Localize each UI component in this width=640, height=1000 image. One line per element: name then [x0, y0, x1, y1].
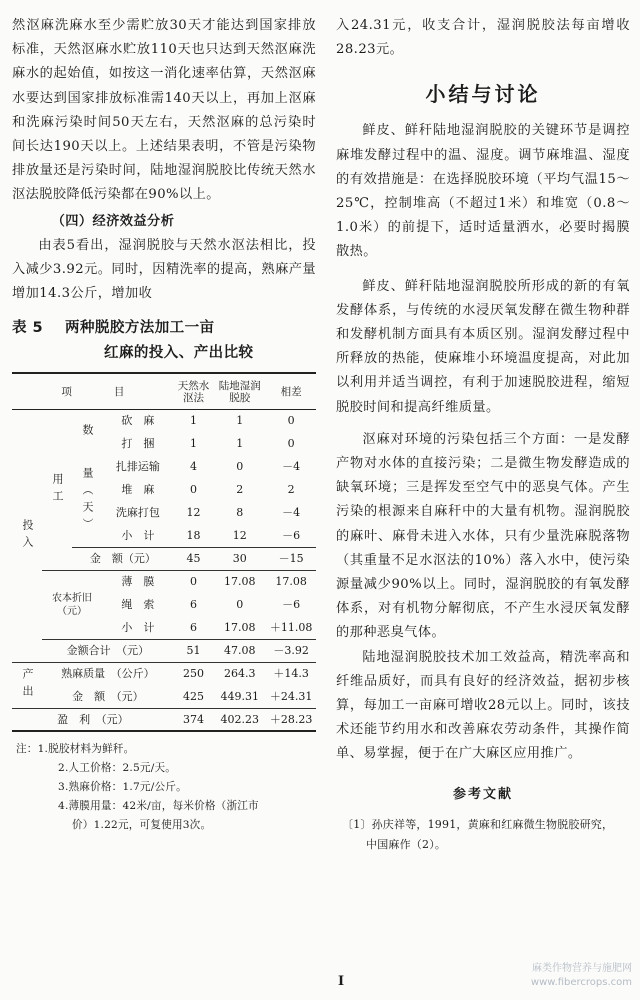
table-note: 4.薄膜用量：42米/亩，每米价格（浙江市 [58, 800, 259, 813]
group-output: 产出 [12, 662, 42, 708]
header-land-retting: 陆地湿润脱胶 [213, 373, 266, 409]
group-days: 数 [81, 424, 94, 442]
table-row: 堆 麻 0 2 2 [121, 482, 295, 496]
references-title: 参考文献 [452, 786, 513, 802]
table5-label: 表 5 [12, 320, 43, 337]
table-note: 3.熟麻价格：1.7元/公斤。 [58, 781, 187, 794]
header-natural-retting: 天然水沤法 [174, 373, 214, 409]
table5-caption [12, 316, 316, 366]
paragraph-summary-4: 陆地湿润脱胶技术加工效益高，精洗率高和纤维品质好，而具有良好的经济效益，据初步核算，每加工一亩麻可增收28元以上。同时，该技术还能节约用水和改善麻农劳动条件，其操作简单、易掌握，便于在广大麻区应用推广。 [336, 649, 630, 762]
paragraph-economic-analysis: 由表5看出，湿润脱胶与天然水沤法相比，投入减少3.92元。同时，因精洗率的提高，熟麻产量增加14.3公斤，增加收 [12, 237, 316, 302]
table-row: 小 计 18 12 －6 [121, 528, 301, 542]
table-row: 盈 利 （元） 374 402.23 ＋28.23 [12, 708, 316, 731]
header-difference: 相差 [266, 373, 316, 409]
group-days-unit: 量（天） [81, 467, 94, 536]
right-column [336, 14, 630, 855]
table-row: 量（天） 扎排运输 4 0 －4 [12, 455, 316, 478]
group-depreciation: 农本折旧（元） [42, 570, 102, 639]
table5-title-line2: 红麻的投入、产出比较 [104, 345, 254, 362]
edge-mark: I [338, 974, 345, 989]
table5-notes [12, 740, 316, 835]
table-row: 洗麻打包 12 8 －4 [115, 505, 301, 519]
table-header-row [12, 373, 316, 409]
reference-item-continued: 中国麻作（2）。 [366, 837, 447, 851]
paragraph-summary-1: 鲜皮、鲜秆陆地湿润脱胶的关键环节是调控麻堆发酵过程中的温、湿度。调节麻堆温、湿度的有效措施是：在选择脱胶环境（平均气温15～25℃，控制堆高（不超过1米）和堆宽（0.8～1.0米）的前提下，适时适量洒水，必要时揭膜散热。 [336, 123, 630, 260]
header-item: 项 目 [12, 373, 174, 409]
reference-item: 〔1〕孙庆祥等，1991，黄麻和红麻微生物脱胶研究， [342, 817, 614, 831]
left-column [12, 14, 316, 835]
table5-title-line1: 两种脱胶方法加工一亩 [65, 320, 215, 337]
paragraph-summary-3: 沤麻对环境的污染包括三个方面：一是发酵产物对水体的直接污染；二是微生物发酵造成的缺氧环境；三是挥发至空气中的恶臭气体。产生污染的根源来自麻秆中的大量有机物。湿润脱胶的麻叶、麻骨未进入水体，只有少量洗麻脱落物（其重量不足水沤法的10%）落入水中，使污染源量减少90%以上。同时，湿润脱胶的有氧发酵体系，对有机物分解彻底，不产生水浸厌氧发酵的那种恶臭气体。 [336, 431, 630, 641]
table-row: 金额合计 （元） 51 47.08 －3.92 [12, 639, 316, 662]
group-labor: 用工 [51, 472, 64, 507]
site-watermark: 麻类作物营养与施肥网 www.fibercrops.com [530, 963, 632, 988]
table-row: 农本折旧（元） 薄 膜 0 17.08 17.08 [12, 570, 316, 593]
table5-caption-line1 [12, 316, 316, 341]
table-note: 注：1.脱胶材料为鲜秆。 [16, 743, 135, 756]
table-note: 2.人工价格：2.5元/天。 [58, 762, 177, 775]
table-note: 价）1.22元，可复使用3次。 [72, 819, 212, 832]
paragraph-pollution-continued: 然沤麻洗麻水至少需贮放30天才能达到国家排放标准，天然沤麻水贮放110天也只达到天然沤麻洗麻水的起始值，如按这一消化速率估算，天然沤麻水要达到国家排放标准需140天以上，再加上沤麻和洗麻污染时间50天左右，天然沤麻的总污染时间长达190天以上。上述结果表明，不管是污染物排放量还是污染时间，陆地湿润脱胶比传统天然水沤法脱胶降低污染都在90%以上。 [12, 18, 316, 203]
table-row: 金 额（元） 45 30 －15 [12, 547, 316, 570]
paragraph-income-continued: 入24.31元，收支合计，湿润脱胶法每亩增收28.23元。 [336, 18, 630, 58]
section-title-summary: 小结与讨论 [425, 82, 541, 107]
table-row: 小 计 6 17.08 ＋11.08 [121, 620, 313, 634]
table5 [12, 372, 316, 732]
table-row: 打 捆 1 1 0 [121, 436, 295, 450]
table-row: 产出 熟麻质量 （公斤） 250 264.3 ＋14.3 [12, 662, 316, 685]
table-row: 绳 索 6 0 －6 [121, 597, 301, 611]
paragraph-summary-2: 鲜皮、鲜秆陆地湿润脱胶所形成的新的有氧发酵体系，与传统的水浸厌氧发酵在微生物种群和发酵机制方面具有本质区别。湿润发酵过程中所释放的热能，使麻堆小环境温度提高，对此加以利用并适当调控，有利于加速脱胶进程，缩短脱胶时间和提高纤维质量。 [336, 278, 630, 415]
table-row: 金 额 （元） 425 449.31 ＋24.31 [72, 689, 313, 703]
table-row: 投入 用工 数 砍 麻 1 1 0 [12, 409, 316, 432]
subheading-economic-analysis: （四）经济效益分析 [51, 213, 175, 229]
group-investment: 投入 [21, 518, 34, 553]
